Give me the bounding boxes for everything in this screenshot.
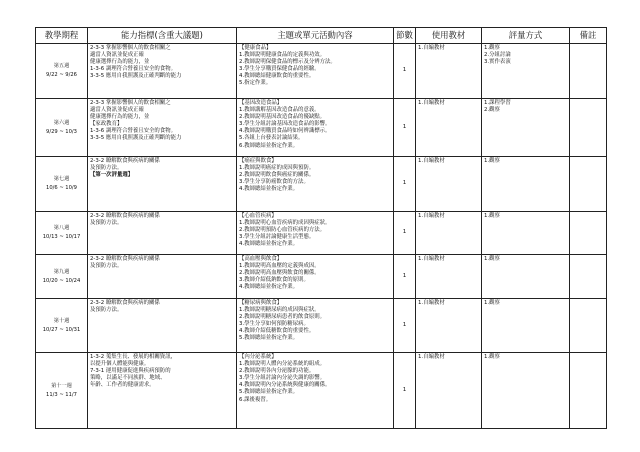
- indicators-cell-line: 1-3-2 蒐集生長、發展的相關資訊，: [90, 354, 176, 360]
- content-cell-line: 5.各組上台發表討論結果。: [239, 135, 304, 142]
- week-cell-line: 第十一週: [51, 382, 72, 389]
- materials-cell: 1.自編教材: [416, 99, 482, 157]
- indicators-cell-line: 以提升個人體能與健康。: [90, 361, 150, 368]
- assessment-cell-line: 2.觀察: [484, 107, 500, 114]
- content-cell-line: 【心血管疾病】: [239, 213, 277, 219]
- content-cell-line: 1.教師說明心血管疾病的成因與症狀。: [239, 220, 331, 227]
- content-cell-line: 3.學生分享購買保健食品的經驗。: [239, 66, 320, 73]
- table-row: [36, 212, 607, 255]
- assessment-cell-line: 1.觀察: [484, 354, 500, 360]
- content-cell-line: 4.教師總結並指定作業。: [239, 241, 299, 248]
- week-cell: [36, 157, 88, 212]
- indicators-cell-line: 年齡、工作者的健康需求。: [90, 382, 155, 389]
- assessment-cell: [482, 157, 570, 212]
- content-cell-line: 【高血壓與飲食】: [239, 256, 283, 262]
- header-row: [36, 28, 607, 44]
- content-cell-line: 2.教師說明高血壓與飲食的關係。: [239, 270, 320, 277]
- table-row: [36, 99, 607, 157]
- content-cell-line: 1.教師講解基因改造食品的意義。: [239, 107, 320, 114]
- indicators-cell-line: 【第一次評量週】: [90, 172, 134, 179]
- materials-cell: 1.自編教材: [416, 212, 482, 255]
- indicators-cell: [88, 212, 237, 255]
- assessment-cell-line: 1.觀察: [484, 300, 500, 306]
- materials-cell: 1.自編教材: [416, 157, 482, 212]
- indicators-cell-line: 2-3-3 掌握影響個人的飲食相關之: [90, 45, 171, 51]
- materials-cell: 1.自編教材: [416, 299, 482, 353]
- materials-cell: 1.自編教材: [416, 44, 482, 99]
- notes-cell: [570, 255, 607, 299]
- content-cell-line: 6.教師總結並指定作業。: [239, 142, 299, 149]
- assessment-cell: [482, 255, 570, 299]
- week-cell-line: 第六週: [53, 119, 70, 126]
- week-cell-line: 10/27 ~ 10/31: [42, 326, 81, 333]
- content-cell: [237, 212, 394, 255]
- assessment-cell-line: 1.觀察: [484, 158, 500, 164]
- indicators-cell: [88, 157, 237, 212]
- content-cell-line: 2.教師說明糖尿病患者的飲食原則。: [239, 314, 326, 321]
- assessment-cell: [482, 212, 570, 255]
- content-cell-line: 5.教師總結並指定作業。: [239, 335, 299, 342]
- content-cell-line: 4.教師總結並指定作業。: [239, 186, 299, 193]
- indicators-cell: [88, 44, 237, 99]
- notes-cell: [570, 99, 607, 157]
- indicators-cell-line: 2-3-2 瞭解飲食與疾病的關係: [90, 213, 160, 219]
- content-cell-line: 3.學生分享如何預防糖尿病。: [239, 321, 309, 328]
- notes-cell: [570, 157, 607, 212]
- week-cell-line: 第九週: [53, 268, 70, 275]
- indicators-cell-line: 3-3-5 應用自我照護及正確判斷的能力: [90, 73, 182, 80]
- content-cell-line: 【健康食品】: [239, 45, 272, 51]
- indicators-cell-line: 1-3-6 調理符合營養且安全的食物。: [90, 128, 176, 135]
- content-cell: [237, 255, 394, 299]
- content-cell-line: 3.教師介紹低鈉飲食的原則。: [239, 277, 309, 284]
- table-row: [36, 44, 607, 99]
- indicators-cell-line: 2-3-3 掌握影響個人的飲食相關之: [90, 100, 171, 106]
- content-cell-line: 1.教師說明糖尿病的成因與症狀。: [239, 307, 320, 314]
- header-assessment: 評量方式: [482, 28, 570, 44]
- content-cell: [237, 99, 394, 157]
- sessions-cell: 1: [394, 157, 416, 212]
- content-cell-line: 2.教師說明基因改造食品的優缺點。: [239, 114, 326, 121]
- assessment-cell-line: 3.實作表演: [484, 59, 511, 66]
- content-cell-line: 1.教師說明人體內分泌系統的組成。: [239, 361, 326, 368]
- week-cell-line: 10/13 ~ 10/17: [42, 234, 81, 240]
- content-cell-line: 3.學生分組討論健康生活型態。: [239, 234, 315, 241]
- indicators-cell-line: 7-3-1 運用健康促進與疾病預防的: [90, 368, 171, 375]
- indicators-cell-line: 【家政教育】: [90, 121, 123, 128]
- indicators-cell-line: 健康選擇行為的能力，並: [90, 114, 150, 121]
- indicators-cell-line: 及預防方法。: [90, 165, 123, 172]
- content-cell-line: 【內分泌系統】: [239, 354, 277, 360]
- sessions-cell: 1: [394, 212, 416, 255]
- week-cell: [36, 353, 88, 429]
- content-cell: [237, 353, 394, 429]
- notes-cell: [570, 299, 607, 353]
- content-cell: [237, 157, 394, 212]
- content-cell-line: 4.教師說明購買食品時如何辨識標示。: [239, 128, 331, 135]
- indicators-cell-line: 1-3-6 調理符合營養且安全的食物。: [90, 66, 176, 73]
- content-cell-line: 1.教師說明健康食品的定義與功效。: [239, 52, 326, 59]
- content-cell-line: 3.學生分組討論基因改造食品的影響。: [239, 121, 331, 128]
- content-cell-line: 5.教師總結並指定作業。: [239, 389, 299, 396]
- indicators-cell-line: 2-3-2 瞭解飲食與疾病的關係: [90, 158, 160, 164]
- content-cell-line: 4.教師介紹低糖飲食的重要性。: [239, 328, 315, 335]
- assessment-cell-line: 2.分組討論: [484, 52, 511, 59]
- content-cell-line: 4.教師總結健康飲食的重要性。: [239, 73, 315, 80]
- assessment-cell-line: 1.觀察: [484, 45, 500, 51]
- week-cell-line: 10/6 ~ 10/9: [46, 185, 77, 191]
- content-cell-line: 4.教師總結並指定作業。: [239, 284, 299, 291]
- notes-cell: [570, 212, 607, 255]
- table-row: [36, 157, 607, 212]
- notes-cell: [570, 44, 607, 99]
- indicators-cell-line: 健康選擇行為的能力，並: [90, 59, 150, 66]
- week-cell: [36, 99, 88, 157]
- assessment-cell: [482, 353, 570, 429]
- assessment-cell: [482, 99, 570, 157]
- week-cell-line: 10/20 ~ 10/24: [42, 277, 81, 284]
- content-cell: [237, 44, 394, 99]
- sessions-cell: 1: [394, 299, 416, 353]
- content-cell-line: 3.學生分組討論內分泌失調的影響。: [239, 375, 326, 382]
- notes-cell: [570, 353, 607, 429]
- header-materials: 使用教材: [416, 28, 482, 44]
- content-cell-line: 2.教師說明飲食與癌症的關係。: [239, 172, 315, 179]
- week-cell-line: 第七週: [53, 176, 70, 182]
- curriculum-table: [35, 27, 607, 429]
- indicators-cell: [88, 299, 237, 353]
- content-cell-line: 1.教師說明高血壓的定義與成因。: [239, 263, 320, 270]
- assessment-cell-line: 1.觀察: [484, 256, 500, 262]
- table-row: [36, 353, 607, 429]
- assessment-cell-line: 1.觀察: [484, 213, 500, 219]
- content-cell-line: 5.指定作業。: [239, 80, 272, 87]
- content-cell-line: 3.學生分享防癌飲食的方法。: [239, 179, 309, 186]
- header-notes: 備註: [570, 28, 607, 44]
- week-cell-line: 第十週: [53, 317, 70, 324]
- content-cell-line: 2.教師說明各內分泌腺的功能。: [239, 368, 315, 375]
- sessions-cell: 1: [394, 353, 416, 429]
- week-cell-line: 9/22 ~ 9/26: [46, 72, 77, 78]
- indicators-cell: [88, 353, 237, 429]
- indicators-cell-line: 3-3-5 應用自我照護及正確判斷的能力: [90, 135, 182, 142]
- content-cell-line: 1.教師說明癌症的成因與預防。: [239, 165, 315, 172]
- header-indicators: 能力指標(含重大議題): [88, 28, 237, 44]
- sessions-cell: 1: [394, 44, 416, 99]
- table-row: [36, 255, 607, 299]
- content-cell-line: 2.教師說明保健食品的標示及分辨方法。: [239, 59, 336, 66]
- indicators-cell-line: 適當人資訊並促成正確: [90, 107, 144, 114]
- assessment-cell: [482, 44, 570, 99]
- indicators-cell-line: 2-3-2 瞭解飲食與疾病的關係: [90, 256, 160, 262]
- content-cell-line: 6.課後複習。: [239, 396, 272, 403]
- week-cell-line: 9/29 ~ 10/3: [46, 128, 77, 135]
- indicators-cell: [88, 255, 237, 299]
- indicators-cell-line: 及預防方法。: [90, 307, 123, 314]
- week-cell: [36, 212, 88, 255]
- week-cell: [36, 299, 88, 353]
- materials-cell: 1.自編教材: [416, 353, 482, 429]
- sessions-cell: 1: [394, 99, 416, 157]
- week-cell-line: 第八週: [53, 225, 70, 231]
- week-cell-line: 11/3 ~ 11/7: [46, 391, 77, 398]
- week-cell: [36, 255, 88, 299]
- indicators-cell-line: 及預防方法。: [90, 220, 123, 227]
- table-row: [36, 299, 607, 353]
- indicators-cell: [88, 99, 237, 157]
- header-period: 教學期程: [36, 28, 88, 44]
- indicators-cell-line: 及預防方法。: [90, 263, 123, 270]
- assessment-cell: [482, 299, 570, 353]
- curriculum-document: [35, 27, 606, 429]
- header-content: 主題或單元活動內容: [237, 28, 394, 44]
- sessions-cell: 1: [394, 255, 416, 299]
- week-cell-line: 第五週: [53, 63, 70, 69]
- week-cell: [36, 44, 88, 99]
- indicators-cell-line: 2-3-2 瞭解飲食與疾病的關係: [90, 300, 160, 306]
- content-cell-line: 【糖尿病與飲食】: [239, 300, 283, 306]
- materials-cell: 1.自編教材: [416, 255, 482, 299]
- content-cell-line: 4.教師說明內分泌系統與健康的關係。: [239, 382, 331, 389]
- content-cell-line: 2.教師說明預防心血管疾病的方法。: [239, 227, 326, 234]
- indicators-cell-line: 適當人資訊並促成正確: [90, 52, 144, 59]
- content-cell: [237, 299, 394, 353]
- header-sessions: 節數: [394, 28, 416, 44]
- assessment-cell-line: 1.課程學習: [484, 100, 511, 106]
- indicators-cell-line: 策略，以滿足不同族群、地域、: [90, 375, 166, 382]
- content-cell-line: 【癌症與飲食】: [239, 158, 277, 164]
- content-cell-line: 【基因改造食品】: [239, 100, 283, 106]
